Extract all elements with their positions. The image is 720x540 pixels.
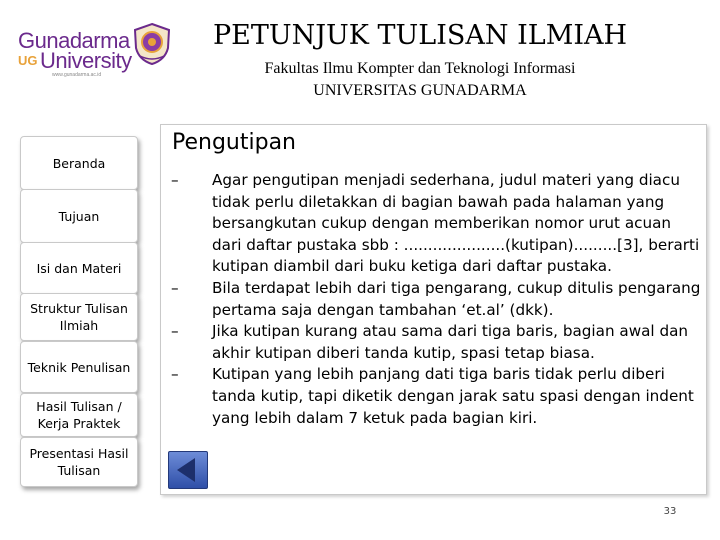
dash-bullet: –	[171, 322, 179, 341]
logo-url: www.gunadarma.ac.id	[52, 72, 102, 78]
list-item	[171, 321, 701, 364]
nav-tujuan[interactable]: Tujuan	[20, 189, 138, 243]
nav-presentasi-hasil-tulisan[interactable]: Presentasi Hasil Tulisan	[20, 437, 138, 487]
bullet-text: Kutipan yang lebih panjang dati tiga baris tidak perlu diberi tanda kutip, tapi diketik dengan jarak satu spasi dengan indent yang lebih dalam 7 ketuk pada bagian kiri.	[212, 365, 694, 427]
nav-struktur-tulisan-ilmiah[interactable]: Struktur Tulisan Ilmiah	[20, 293, 138, 341]
faculty-name: Fakultas Ilmu Kompter dan Teknologi Informasi	[264, 60, 576, 77]
page-subtitle	[180, 58, 660, 102]
back-button[interactable]	[168, 451, 208, 489]
gunadarma-logo	[12, 18, 170, 80]
bullet-text: Agar pengutipan menjadi sederhana, judul materi yang diacu tidak perlu diletakkan di bagian bawah pada halaman yang bersangkutan cukup dengan memberikan nomor urut acuan dari daftar pustaka sbb : .....................(kutipan).........[3], berarti kutipan diambil dari buku ketiga dari daftar pustaka.	[212, 171, 700, 276]
nav-isi-dan-materi[interactable]: Isi dan Materi	[20, 242, 138, 294]
section-heading: Pengutipan	[172, 130, 296, 155]
nav-hasil-tulisan[interactable]: Hasil Tulisan / Kerja Praktek	[20, 393, 138, 437]
list-item	[171, 364, 701, 429]
university-seal-icon	[132, 22, 172, 66]
bullet-text: Bila terdapat lebih dari tiga pengarang, cukup ditulis pengarang pertama saja dengan tambahan ‘et.al’ (dkk).	[212, 278, 701, 319]
logo-text-university: University	[40, 48, 132, 73]
logo-text-gunadarma: Gunadarma	[18, 28, 130, 53]
dash-bullet: –	[171, 278, 179, 297]
page-number: 33	[663, 506, 677, 517]
dash-bullet: –	[171, 365, 179, 384]
dash-bullet: –	[171, 171, 179, 189]
nav-teknik-penulisan[interactable]: Teknik Penulisan	[20, 341, 138, 393]
back-arrow-icon	[169, 452, 207, 488]
logo-text-ug: UG	[18, 53, 38, 68]
bullet-list	[171, 170, 701, 429]
list-item	[171, 170, 701, 278]
list-item	[171, 278, 701, 321]
page-title: PETUNJUK TULISAN ILMIAH	[212, 20, 628, 51]
bullet-text: Jika kutipan kurang atau sama dari tiga baris, bagian awal dan akhir kutipan diberi tanda kutip, spasi tetap biasa.	[212, 322, 689, 362]
university-name: UNIVERSITAS GUNADARMA	[313, 82, 527, 99]
nav-beranda[interactable]: Beranda	[20, 136, 138, 190]
